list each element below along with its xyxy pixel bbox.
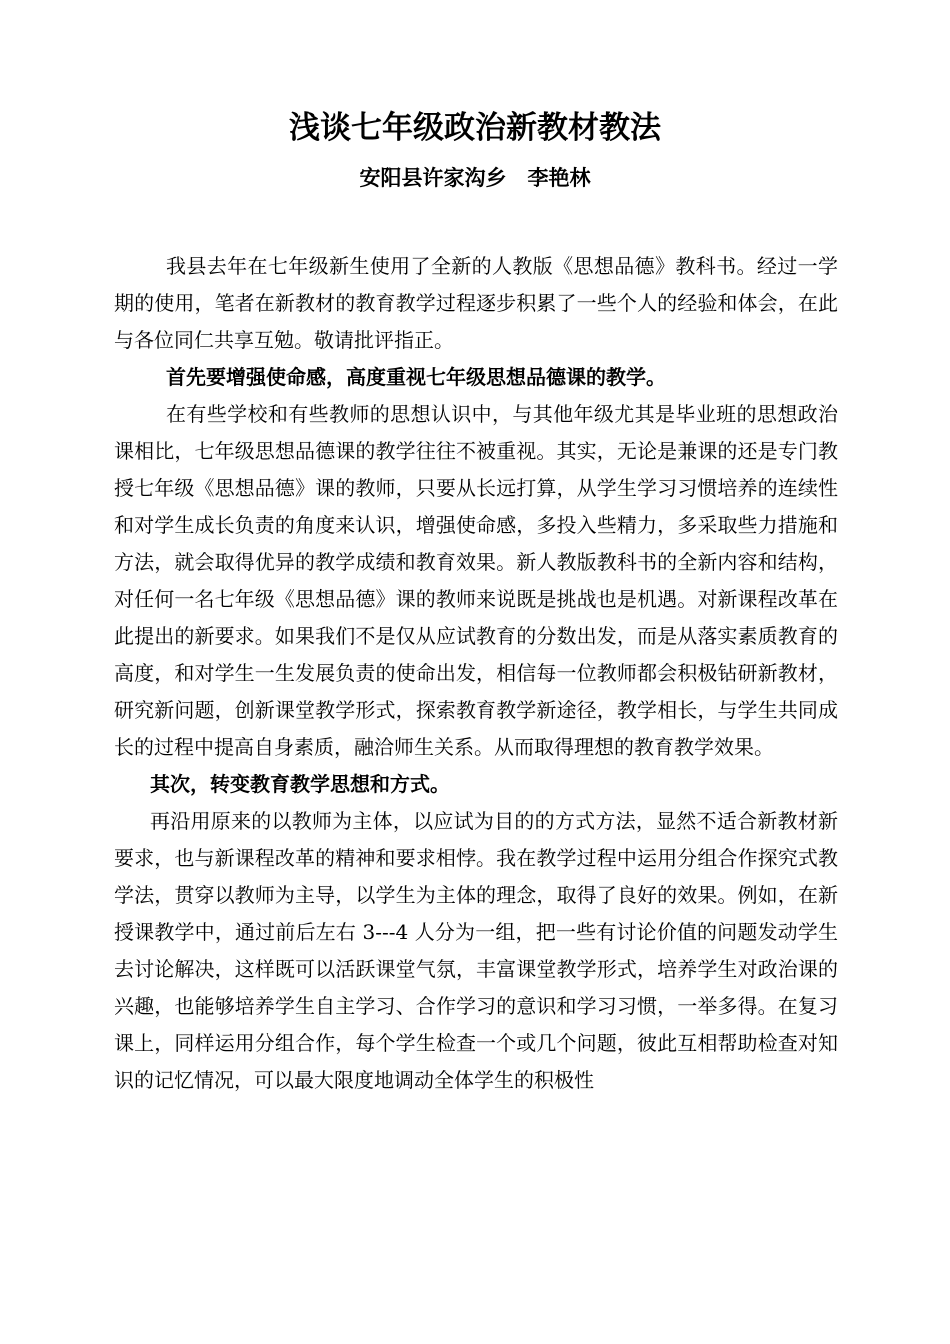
author-line: 安阳县许家沟乡 李艳林 — [359, 165, 591, 190]
paragraph-intro: 我县去年在七年级新生使用了全新的人教版《思想品德》教科书。经过一学期的使用，笔者在新教材的教育教学过程逐步积累了一些个人的经验和体会，在此与各位同仁共享互勉。敬请批评指正。 — [114, 254, 838, 352]
paragraph-section-1: 在有些学校和有些教师的思想认识中，与其他年级尤其是毕业班的思想政治课相比，七年级思想品德课的教学往往不被重视。其实，无论是兼课的还是专门教授七年级《思想品德》课的教师，只要从长远打算，从学生学习习惯培养的连续性和对学生成长负责的角度来认识，增强使命感，多投入些精力，多采取些力措施和方法，就会取得优异的教学成绩和教育效果。新人教版教科书的全新内容和结构，对任何一名七年级《思想品德》课的教师来说既是挑战也是机遇。对新课程改革在此提出的新要求。如果我们不是仅从应试教育的分数出发，而是从落实素质教育的高度，和对学生一生发展负责的使命出发，相信每一位教师都会积极钻研新教材，研究新问题，创新课堂教学形式，探索教育教学新途径，教学相长，与学生共同成长的过程中提高自身素质，融洽师生关系。从而取得理想的教育教学效果。 — [114, 402, 838, 759]
document-body — [114, 248, 838, 1099]
section-heading-1: 首先要增强使命感，高度重视七年级思想品德课的教学。 — [166, 365, 666, 389]
section-heading-2: 其次，转变教育教学思想和方式。 — [150, 772, 450, 796]
document-title: 浅谈七年级政治新教材教法 — [289, 110, 661, 146]
paragraph-section-2: 再沿用原来的以教师为主体，以应试为目的的方式方法，显然不适合新教材新要求，也与新课程改革的精神和要求相悖。我在教学过程中运用分组合作探究式教学法，贯穿以教师为主导，以学生为主体的理念，取得了良好的效果。例如，在新授课教学中，通过前后左右 3---4 人分为一组，把一些有讨论价值的问题发动学生去讨论解决，这样既可以活跃课堂气氛，丰富课堂教学形式，培养学生对政治课的兴趣，也能够培养学生自主学习、合作学习的意识和学习习惯，一举多得。在复习课上，同样运用分组合作，每个学生检查一个或几个问题，彼此互相帮助检查对知识的记忆情况，可以最大限度地调动全体学生的积极性 — [114, 809, 838, 1092]
